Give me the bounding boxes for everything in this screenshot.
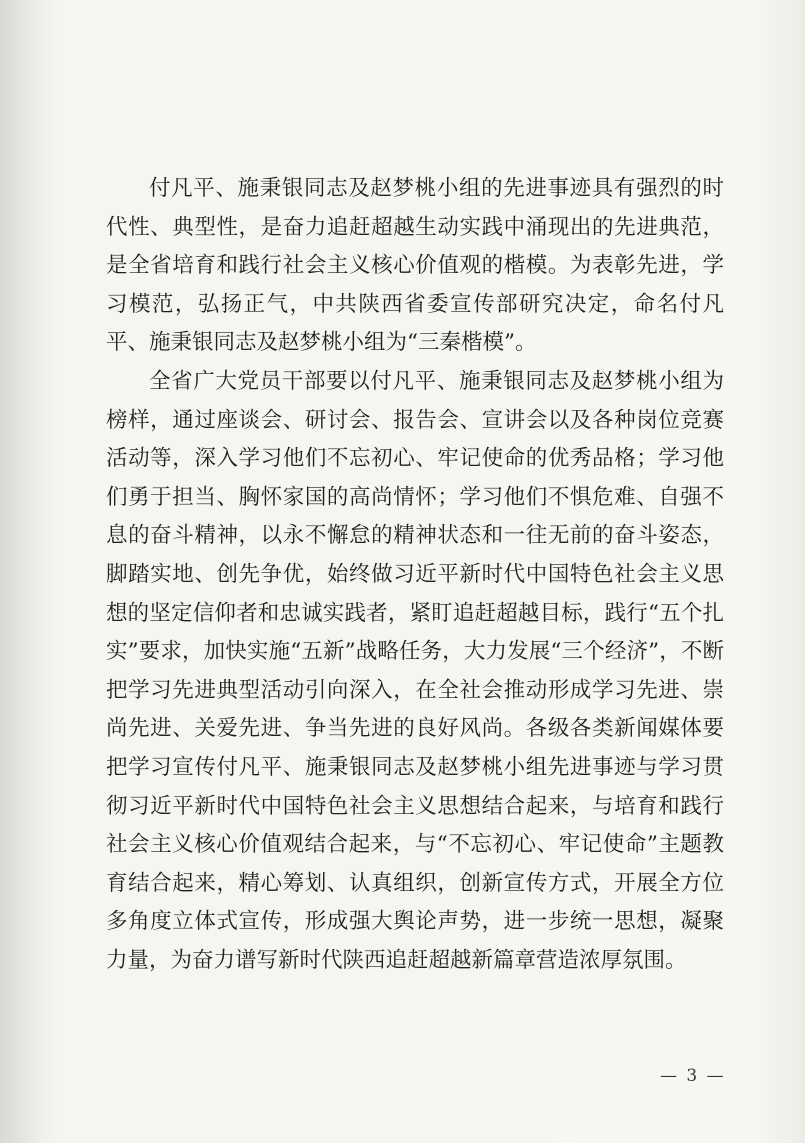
- scan-edge-shadow: [0, 0, 60, 1143]
- document-body: [106, 170, 724, 980]
- paragraph-2: 全省广大党员干部要以付凡平、施秉银同志及赵梦桃小组为榜样，通过座谈会、研讨会、报告会、宣讲会以及各种岗位竞赛活动等，深入学习他们不忘初心、牢记使命的优秀品格；学习他们勇于担当、胸怀家国的高尚情怀；学习他们不惧危难、自强不息的奋斗精神，以永不懈怠的精神状态和一往无前的奋斗姿态，脚踏实地、创先争优，始终做习近平新时代中国特色社会主义思想的坚定信仰者和忠诚实践者，紧盯追赶超越目标，践行“五个扎实”要求，加快实施“五新”战略任务，大力发展“三个经济”，不断把学习先进典型活动引向深入，在全社会推动形成学习先进、崇尚先进、关爱先进、争当先进的良好风尚。各级各类新闻媒体要把学习宣传付凡平、施秉银同志及赵梦桃小组先进事迹与学习贯彻习近平新时代中国特色社会主义思想结合起来，与培育和践行社会主义核心价值观结合起来，与“不忘初心、牢记使命”主题教育结合起来，精心筹划、认真组织，创新宣传方式，开展全方位多角度立体式宣传，形成强大舆论声势，进一步统一思想，凝聚力量，为奋力谱写新时代陕西追赶超越新篇章营造浓厚氛围。: [106, 368, 724, 973]
- page-number: — 3 —: [660, 1066, 726, 1086]
- paragraph-1: 付凡平、施秉银同志及赵梦桃小组的先进事迹具有强烈的时代性、典型性，是奋力追赶超越生动实践中涌现出的先进典范，是全省培育和践行社会主义核心价值观的楷模。为表彰先进，学习模范，弘扬正气，中共陕西省委宣传部研究决定，命名付凡平、施秉银同志及赵梦桃小组为“三秦楷模”。: [106, 176, 724, 356]
